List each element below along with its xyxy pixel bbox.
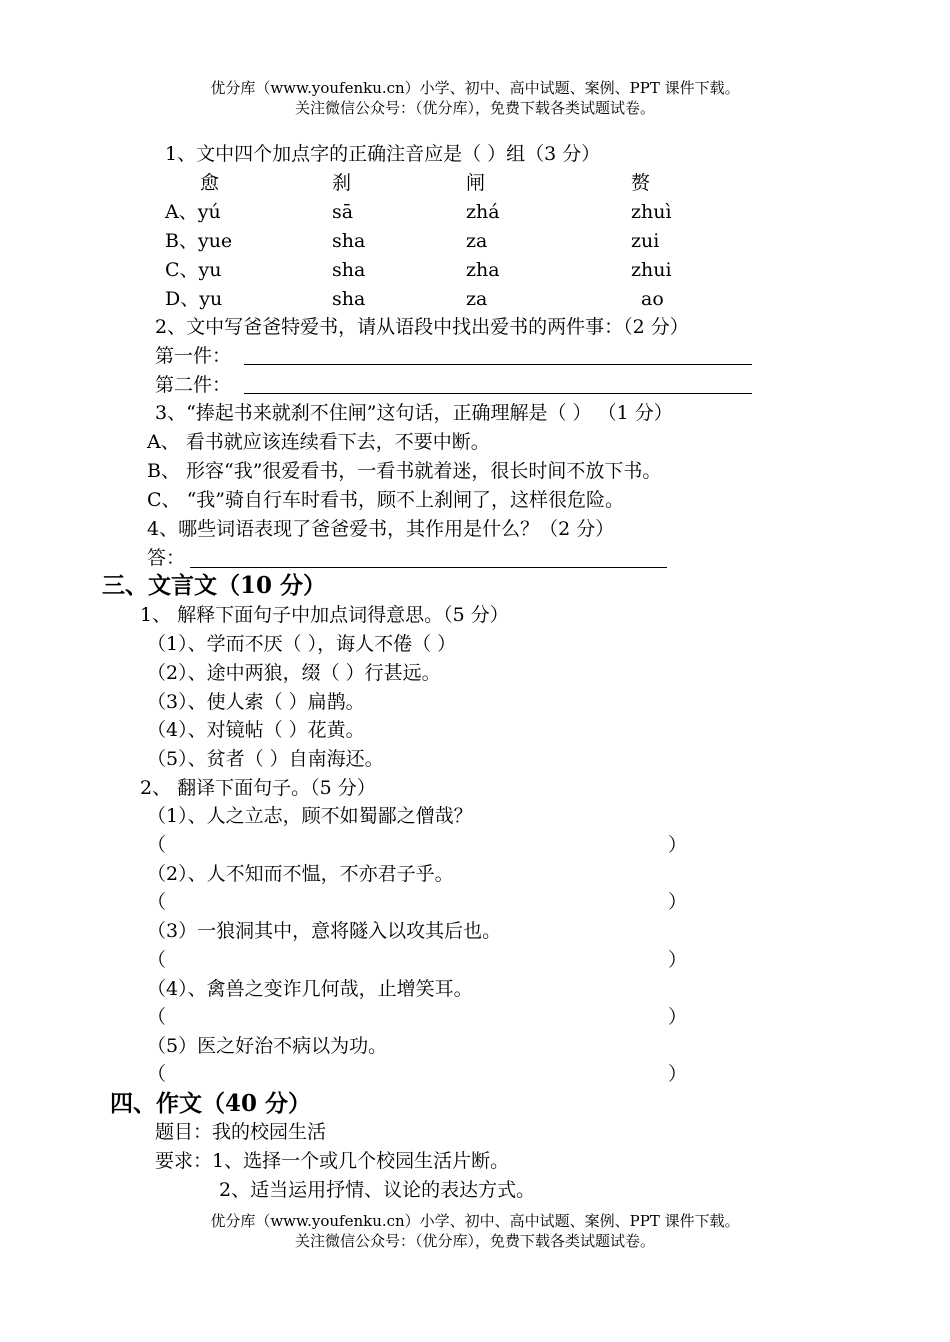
s3-q2-item: （1）、人之立志，顾不如蜀鄙之僧哉？ [147,805,473,827]
answer-open-paren: （ [147,949,167,971]
q1-char: 刹 [332,172,352,194]
q1-stem: 1、文中四个加点字的正确注音应是（ ）组（3 分） [165,143,601,165]
s3-q1-item: （5）、贫者（ ）自南海还。 [147,748,384,770]
q3-stem: 3、“捧起书来就刹不住闸”这句话，正确理解是（ ） （1 分） [155,402,673,424]
option-pinyin: zha [466,259,500,281]
option-pinyin: zhá [466,201,500,223]
option-pinyin: za [466,230,488,252]
footer-line-2: 关注微信公众号：（优分库），免费下载各类试题试卷。 [294,1232,655,1250]
s3-q2-item: （5）医之好治不病以为功。 [147,1035,388,1057]
header-line-2: 关注微信公众号：（优分库），免费下载各类试题试卷。 [294,99,655,117]
answer-line[interactable] [244,364,752,365]
q2-first-label: 第一件： [155,345,232,367]
s3-q2-stem: 2、 翻译下面句子。（5 分） [140,777,376,799]
option-label: D、yu [165,288,223,310]
answer-line[interactable] [190,567,667,568]
s3-q1-item: （4）、对镜帖（ ）花黄。 [147,719,365,741]
option-pinyin: zui [631,230,660,252]
s3-q1-item: （1）、学而不厌（ ），诲人不倦（ ） [147,633,457,655]
essay-requirement-2: 2、适当运用抒情、议论的表达方式。 [219,1179,536,1201]
option-label: B、yue [165,230,233,252]
q2-second-label: 第二件： [155,374,232,396]
option-pinyin: za [466,288,488,310]
s3-q2-item: （2）、人不知而不愠，不亦君子乎。 [147,863,454,885]
option-pinyin: ao [641,288,664,310]
option-pinyin: sā [332,201,354,223]
s3-q1-item: （2）、途中两狼，缀（ ）行甚远。 [147,662,441,684]
section-3-title: 三、文言文（10 分） [102,572,327,599]
answer-open-paren: （ [147,891,167,913]
s3-q2-item: （3）一狼洞其中，意将隧入以攻其后也。 [147,920,502,942]
q1-char: 赘 [631,172,651,194]
answer-close-paren: ） [668,834,688,856]
option-pinyin: sha [332,288,366,310]
option-label: C、yu [165,259,222,281]
s3-q2-item: （4）、禽兽之变诈几何哉，止增笑耳。 [147,978,473,1000]
essay-topic: 题目：我的校园生活 [155,1121,327,1143]
q3-option-b: B、 形容“我”很爱看书，一看书就着迷，很长时间不放下书。 [147,460,662,482]
answer-open-paren: （ [147,834,167,856]
option-pinyin: zhui [631,259,672,281]
q1-char: 愈 [200,172,220,194]
answer-line[interactable] [244,393,752,394]
q4-answer-label: 答： [147,547,186,569]
option-pinyin: sha [332,259,366,281]
footer-line-1: 优分库（www.youfenku.cn）小学、初中、高中试题、案例、PPT 课件下载。 [210,1212,740,1230]
answer-close-paren: ） [668,891,688,913]
option-label: A、yú [165,201,221,223]
answer-open-paren: （ [147,1006,167,1028]
answer-close-paren: ） [668,949,688,971]
section-4-title: 四、作文（40 分） [110,1090,312,1117]
q3-option-a: A、 看书就应该连续看下去，不要中断。 [147,431,490,453]
s3-q1-item: （3）、使人索（ ）扁鹊。 [147,691,365,713]
q3-option-c: C、 “我”骑自行车时看书，顾不上刹闸了，这样很危险。 [147,489,625,511]
q2-stem: 2、文中写爸爸特爱书，请从语段中找出爱书的两件事：（2 分） [155,316,689,338]
option-pinyin: sha [332,230,366,252]
answer-close-paren: ） [668,1063,688,1085]
option-pinyin: zhuì [631,201,672,223]
s3-q1-stem: 1、 解释下面句子中加点词得意思。（5 分） [140,604,509,626]
answer-open-paren: （ [147,1063,167,1085]
q1-char: 闸 [466,172,486,194]
header-line-1: 优分库（www.youfenku.cn）小学、初中、高中试题、案例、PPT 课件下载。 [210,79,740,97]
answer-close-paren: ） [668,1006,688,1028]
essay-requirement-1: 要求：1、选择一个或几个校园生活片断。 [155,1150,510,1172]
q4-stem: 4、哪些词语表现了爸爸爱书，其作用是什么？（2 分） [147,518,615,540]
